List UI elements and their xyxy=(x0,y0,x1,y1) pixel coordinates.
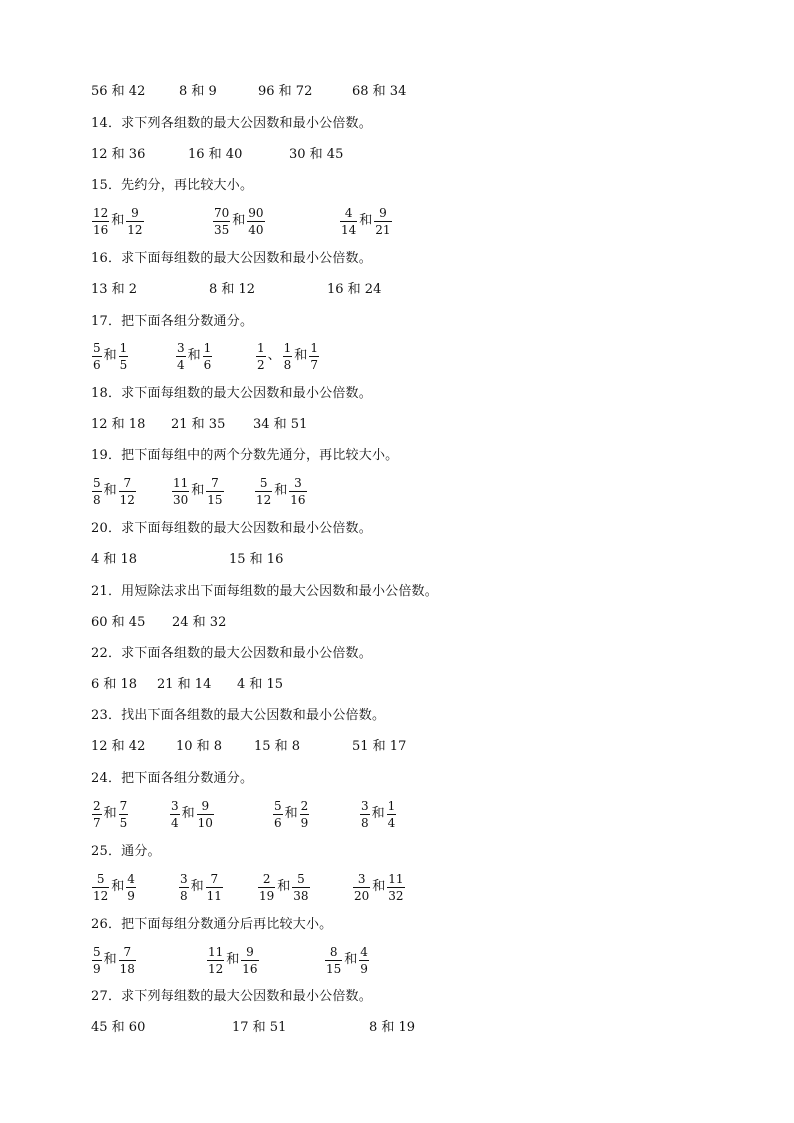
fraction: $\frac{5}{8}$ xyxy=(93,475,101,507)
fraction: $\frac{3}{8}$ xyxy=(361,798,369,830)
fraction: $\frac{4}{9}$ xyxy=(360,944,368,976)
fraction: $\frac{5}{12}$ xyxy=(93,871,109,903)
question-27: 27．求下列每组数的最大公因数和最小公倍数。 xyxy=(91,989,372,1004)
fraction-pair xyxy=(206,943,260,977)
number-pair: 68 和 34 xyxy=(352,84,407,99)
connector: 和 xyxy=(371,806,385,821)
fraction: $\frac{2}{19}$ xyxy=(259,871,275,903)
connector: 和 xyxy=(103,806,117,821)
connector: 和 xyxy=(187,348,201,363)
fraction-pair xyxy=(352,870,406,904)
connector: 和 xyxy=(191,483,205,498)
fraction: $\frac{1}{5}$ xyxy=(119,340,128,372)
fraction: $\frac{9}{21}$ xyxy=(375,205,391,237)
connector: 和 xyxy=(372,879,386,894)
fraction: $\frac{1}{6}$ xyxy=(203,340,212,372)
fraction: $\frac{11}{32}$ xyxy=(388,871,404,903)
fraction-pair xyxy=(91,943,137,977)
question-26: 26．把下面每组分数通分后再比较大小。 xyxy=(91,917,333,932)
fraction-pair xyxy=(91,870,137,904)
number-pair: 6 和 18 xyxy=(91,677,138,692)
fraction-pair xyxy=(359,797,397,831)
fraction-pair xyxy=(272,797,310,831)
fraction: $\frac{7}{18}$ xyxy=(119,944,135,976)
question-24: 24．把下面各组分数通分。 xyxy=(91,771,254,786)
fraction: $\frac{3}{4}$ xyxy=(171,798,179,830)
number-pair: 15 和 8 xyxy=(254,739,301,754)
fraction: $\frac{9}{12}$ xyxy=(127,205,143,237)
fraction: $\frac{2}{7}$ xyxy=(93,798,101,830)
question-19: 19．把下面每组中的两个分数先通分，再比较大小。 xyxy=(91,448,399,463)
fraction-pair xyxy=(91,339,129,373)
number-pair: 12 和 18 xyxy=(91,417,146,432)
connector: 、 xyxy=(267,348,281,363)
fraction: $\frac{4}{9}$ xyxy=(127,871,135,903)
fraction-pair xyxy=(254,474,308,508)
number-pair: 15 和 16 xyxy=(229,552,284,567)
fraction: $\frac{1}{4}$ xyxy=(387,798,396,830)
connector: 和 xyxy=(226,952,240,967)
fraction-pair xyxy=(212,204,266,238)
number-pair: 60 和 45 xyxy=(91,615,146,630)
connector: 和 xyxy=(359,213,373,228)
connector: 和 xyxy=(103,952,117,967)
fraction: $\frac{5}{9}$ xyxy=(93,944,101,976)
number-pair: 4 和 15 xyxy=(237,677,284,692)
fraction-pair xyxy=(91,204,145,238)
fraction: $\frac{3}{20}$ xyxy=(354,871,370,903)
fraction-pair xyxy=(178,870,224,904)
number-pair: 8 和 19 xyxy=(369,1020,416,1035)
number-pair: 21 和 14 xyxy=(157,677,212,692)
fraction: $\frac{5}{38}$ xyxy=(293,871,309,903)
number-pair: 45 和 60 xyxy=(91,1020,146,1035)
fraction-pair xyxy=(175,339,213,373)
fraction-pair xyxy=(339,204,393,238)
connector: 和 xyxy=(111,879,125,894)
fraction: $\frac{1}{8}$ xyxy=(283,340,292,372)
question-16: 16．求下面每组数的最大公因数和最小公倍数。 xyxy=(91,251,372,266)
connector: 和 xyxy=(103,483,117,498)
connector: 和 xyxy=(190,879,204,894)
number-pair: 21 和 35 xyxy=(171,417,226,432)
fraction: $\frac{9}{10}$ xyxy=(197,798,213,830)
fraction: $\frac{11}{12}$ xyxy=(208,944,224,976)
number-pair: 16 和 40 xyxy=(188,147,243,162)
number-pair: 12 和 36 xyxy=(91,147,146,162)
fraction-pair xyxy=(171,474,225,508)
fraction: $\frac{7}{12}$ xyxy=(119,475,135,507)
fraction: $\frac{11}{30}$ xyxy=(173,475,189,507)
number-pair: 24 和 32 xyxy=(172,615,227,630)
number-pair: 10 和 8 xyxy=(176,739,223,754)
number-pair: 4 和 18 xyxy=(91,552,138,567)
fraction: $\frac{5}{6}$ xyxy=(93,340,101,372)
fraction-pair xyxy=(91,474,137,508)
number-pair: 16 和 24 xyxy=(327,282,382,297)
connector: 和 xyxy=(181,806,195,821)
fraction-pair xyxy=(169,797,215,831)
question-20: 20．求下面每组数的最大公因数和最小公倍数。 xyxy=(91,521,372,536)
question-17: 17．把下面各组分数通分。 xyxy=(91,314,254,329)
fraction-pair xyxy=(257,870,311,904)
fraction-pair xyxy=(324,943,370,977)
number-pair: 12 和 42 xyxy=(91,739,146,754)
fraction: $\frac{8}{15}$ xyxy=(326,944,342,976)
number-pair: 13 和 2 xyxy=(91,282,138,297)
fraction: $\frac{3}{16}$ xyxy=(290,475,306,507)
connector: 和 xyxy=(284,806,298,821)
fraction: $\frac{5}{12}$ xyxy=(256,475,272,507)
connector: 和 xyxy=(277,879,291,894)
connector: 和 xyxy=(232,213,246,228)
question-25: 25．通分。 xyxy=(91,844,161,859)
number-pair: 34 和 51 xyxy=(253,417,308,432)
number-pair: 17 和 51 xyxy=(232,1020,287,1035)
number-pair: 8 和 12 xyxy=(209,282,256,297)
fraction-triple xyxy=(255,339,320,373)
question-15: 15．先约分，再比较大小。 xyxy=(91,178,254,193)
number-pair: 56 和 42 xyxy=(91,84,146,99)
fraction: $\frac{3}{4}$ xyxy=(177,340,185,372)
fraction: $\frac{5}{6}$ xyxy=(274,798,282,830)
question-22: 22．求下面各组数的最大公因数和最小公倍数。 xyxy=(91,646,372,661)
fraction: $\frac{1}{2}$ xyxy=(257,340,265,372)
fraction: $\frac{7}{15}$ xyxy=(207,475,223,507)
number-pair: 8 和 9 xyxy=(179,84,217,99)
question-21: 21．用短除法求出下面每组数的最大公因数和最小公倍数。 xyxy=(91,584,438,599)
question-23: 23．找出下面各组数的最大公因数和最小公倍数。 xyxy=(91,708,386,723)
question-18: 18．求下面每组数的最大公因数和最小公倍数。 xyxy=(91,386,372,401)
connector: 和 xyxy=(344,952,358,967)
number-pair: 51 和 17 xyxy=(352,739,407,754)
fraction: $\frac{90}{40}$ xyxy=(248,205,264,237)
fraction: $\frac{4}{14}$ xyxy=(341,205,357,237)
fraction: $\frac{12}{16}$ xyxy=(93,205,109,237)
connector: 和 xyxy=(103,348,117,363)
connector: 和 xyxy=(294,348,308,363)
fraction: $\frac{9}{16}$ xyxy=(242,944,258,976)
connector: 和 xyxy=(274,483,288,498)
fraction: $\frac{70}{35}$ xyxy=(214,205,230,237)
number-pair: 30 和 45 xyxy=(289,147,344,162)
fraction: $\frac{7}{11}$ xyxy=(206,871,222,903)
number-pair: 96 和 72 xyxy=(258,84,313,99)
connector: 和 xyxy=(111,213,125,228)
fraction: $\frac{1}{7}$ xyxy=(310,340,318,372)
fraction: $\frac{7}{5}$ xyxy=(119,798,128,830)
question-14: 14．求下列各组数的最大公因数和最小公倍数。 xyxy=(91,116,372,131)
fraction-pair xyxy=(91,797,129,831)
fraction: $\frac{3}{8}$ xyxy=(180,871,188,903)
fraction: $\frac{2}{9}$ xyxy=(300,798,309,830)
